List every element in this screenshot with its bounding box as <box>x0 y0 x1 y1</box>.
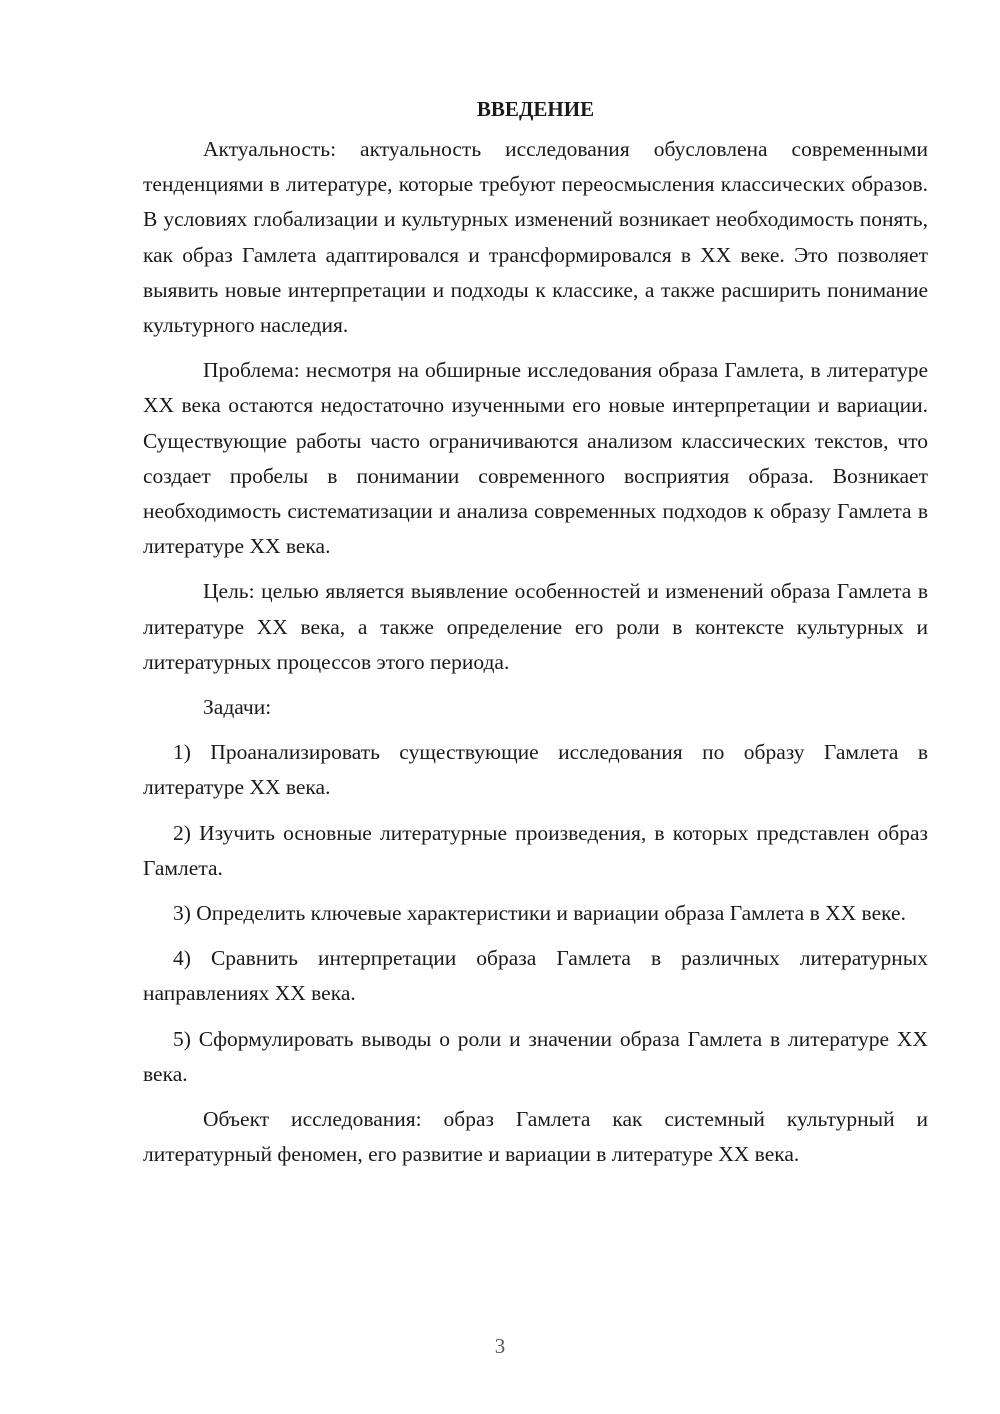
paragraph-relevance: Актуальность: актуальность исследования обусловлена современными тенденциями в литературе, которые требуют переосмысления классических образов. В условиях глобализации и культурных изменений возникает необходимость понять, как образ Гамлета адаптировался и трансформировался в XX веке. Это позволяет выявить новые интерпретации и подходы к классике, а также расширить понимание культурного наследия. <box>143 137 928 338</box>
task-item-3: 3) Определить ключевые характеристики и вариации образа Гамлета в XX веке. <box>173 901 906 926</box>
document-page <box>143 92 928 1182</box>
tasks-heading: Задачи: <box>203 695 272 720</box>
task-item-4: 4) Сравнить интерпретации образа Гамлета в различных литературных направлениях XX века. <box>143 946 928 1006</box>
task-item-5: 5) Сформулировать выводы о роли и значении образа Гамлета в литературе XX века. <box>143 1026 928 1086</box>
paragraph-problem: Проблема: несмотря на обширные исследования образа Гамлета, в литературе XX века остаются недостаточно изученными его новые интерпретации и вариации. Существующие работы часто ограничиваются анализом классических текстов, что создает пробелы в понимании современного восприятия образа. Возникает необходимость систематизации и анализа современных подходов к образу Гамлета в литературе XX века. <box>143 358 928 559</box>
paragraph-object: Объект исследования: образ Гамлета как системный культурный и литературный феномен, его развитие и вариации в литературе XX века. <box>143 1107 928 1167</box>
page-title: ВВЕДЕНИЕ <box>476 97 595 121</box>
task-item-1: 1) Проанализировать существующие исследования по образу Гамлета в литературе XX века. <box>143 740 928 800</box>
paragraph-goal: Цель: целью является выявление особенностей и изменений образа Гамлета в литературе XX века, а также определение его роли в контексте культурных и литературных процессов этого периода. <box>143 579 928 674</box>
page-number: 3 <box>494 1334 506 1358</box>
task-item-2: 2) Изучить основные литературные произведения, в которых представлен образ Гамлета. <box>143 820 928 880</box>
